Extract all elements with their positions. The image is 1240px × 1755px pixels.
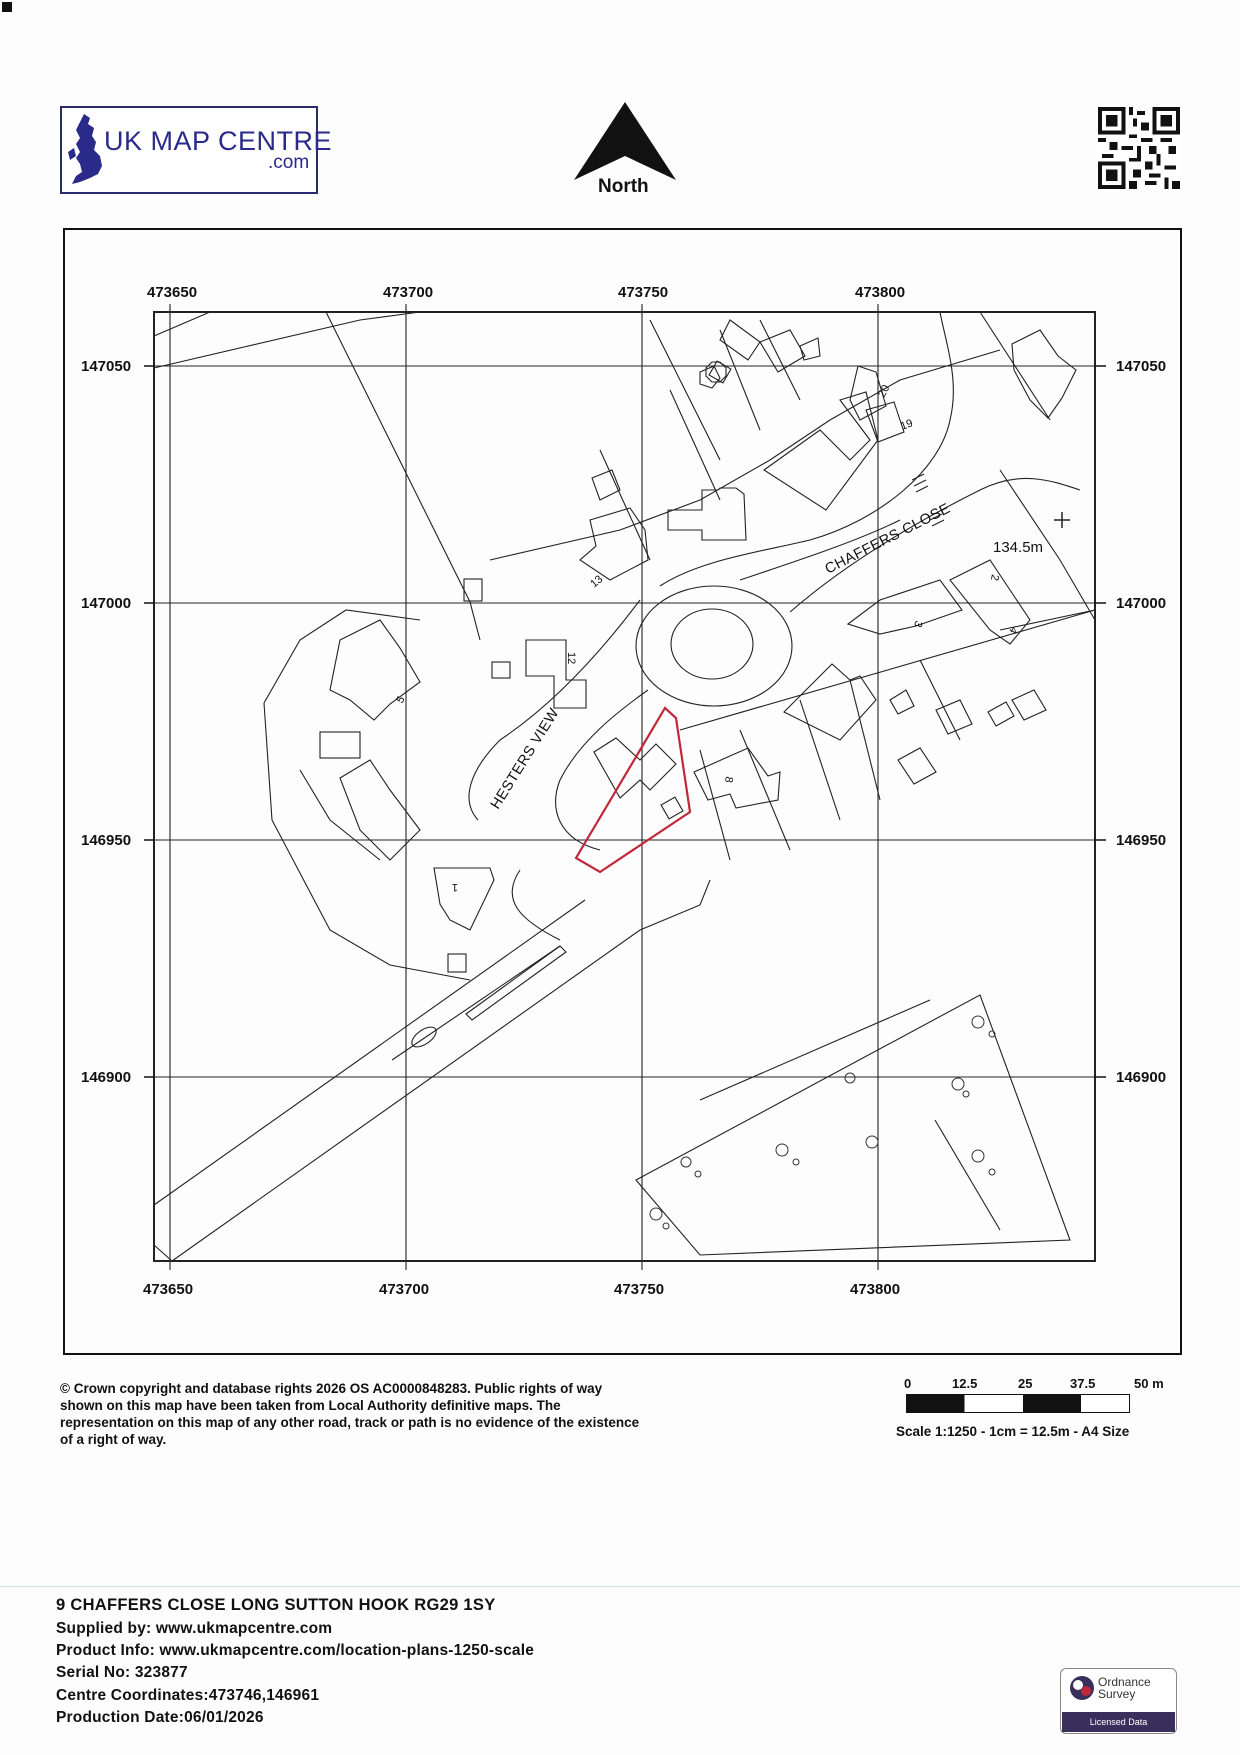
building bbox=[1012, 330, 1076, 418]
road-label-chaffers-close: CHAFFERS CLOSE bbox=[822, 500, 954, 578]
logo-title: UK MAP CENTRE bbox=[104, 126, 333, 156]
grid-label-left-y: 147050 bbox=[81, 358, 132, 375]
building bbox=[848, 580, 962, 634]
os-text bbox=[1098, 1676, 1151, 1700]
building bbox=[988, 702, 1014, 726]
road-edge-north bbox=[172, 880, 710, 1261]
road-edge-south bbox=[154, 900, 585, 1205]
building bbox=[1012, 690, 1046, 720]
house-number: 20 bbox=[876, 382, 893, 400]
building bbox=[594, 738, 676, 798]
building bbox=[320, 732, 360, 758]
divider bbox=[0, 1586, 1240, 1587]
svg-text:473800: 473800 bbox=[850, 1281, 901, 1298]
grid-label-top-x: 473650 bbox=[147, 284, 198, 301]
grid-label-bottom-x: 473650 bbox=[143, 1281, 194, 1298]
building bbox=[800, 338, 820, 360]
building bbox=[700, 366, 720, 388]
svg-text:147000: 147000 bbox=[81, 595, 132, 612]
ordnance-survey-logo-icon bbox=[1068, 1674, 1096, 1702]
house-number: 3 bbox=[911, 618, 925, 629]
svg-text:146950: 146950 bbox=[1116, 832, 1167, 849]
building bbox=[434, 868, 494, 930]
licensed-data-label: Licensed Data bbox=[1062, 1712, 1175, 1732]
building bbox=[580, 508, 648, 580]
svg-text:473800: 473800 bbox=[855, 284, 906, 301]
scale-label-0: 0 bbox=[904, 1376, 912, 1391]
building bbox=[709, 361, 731, 383]
building bbox=[694, 748, 780, 808]
logo-subtitle: .com bbox=[268, 152, 310, 173]
map-inner-border bbox=[154, 312, 1095, 1261]
site-boundary bbox=[576, 708, 690, 872]
os-line1: Ordnance bbox=[1098, 1675, 1151, 1689]
scale-label-12-5: 12.5 bbox=[952, 1376, 978, 1391]
svg-text:473750: 473750 bbox=[614, 1281, 665, 1298]
scale-label-50: 50 m bbox=[1134, 1376, 1164, 1391]
house-number: 8 bbox=[721, 775, 735, 784]
house-number: 19 bbox=[898, 417, 915, 433]
serial-number: Serial No: 323877 bbox=[56, 1664, 188, 1681]
scale-description: Scale 1:1250 - 1cm = 12.5m - A4 Size bbox=[896, 1424, 1130, 1439]
copyright-notice: © Crown copyright and database rights 2026 OS AC0000848283. Public rights of way shown on this map have been taken from Local Authority definitive maps. The representation on this map of any other road, track or path is no evidence of the existence of a right of way. bbox=[60, 1381, 640, 1447]
supplied-by: Supplied by: www.ukmapcentre.com bbox=[56, 1620, 333, 1637]
road-label-hesters-view: HESTERS VIEW bbox=[487, 705, 563, 813]
production-date: Production Date:06/01/2026 bbox=[56, 1709, 264, 1726]
svg-text:473700: 473700 bbox=[379, 1281, 430, 1298]
building bbox=[448, 954, 466, 972]
building bbox=[340, 760, 420, 860]
svg-text:473750: 473750 bbox=[618, 284, 669, 301]
product-info: Product Info: www.ukmapcentre.com/location-plans-1250-scale bbox=[56, 1642, 535, 1659]
building bbox=[890, 690, 914, 714]
house-number: 1 bbox=[451, 881, 458, 893]
svg-text:147000: 147000 bbox=[1116, 595, 1167, 612]
building bbox=[661, 797, 683, 819]
building bbox=[492, 662, 510, 678]
grid-label-right-y: 147050 bbox=[1116, 358, 1167, 375]
house-number: 5 bbox=[394, 694, 408, 706]
property-address: 9 CHAFFERS CLOSE LONG SUTTON HOOK RG29 1SY bbox=[56, 1596, 496, 1614]
spot-height-marker bbox=[1054, 512, 1070, 528]
house-number: 13 bbox=[588, 573, 606, 591]
svg-text:146900: 146900 bbox=[81, 1069, 132, 1086]
building bbox=[898, 748, 936, 784]
os-line2: Survey bbox=[1098, 1687, 1136, 1701]
svg-text:146900: 146900 bbox=[1116, 1069, 1167, 1086]
scale-label-25: 25 bbox=[1018, 1376, 1033, 1391]
building bbox=[764, 392, 878, 510]
house-number: 12 bbox=[565, 652, 577, 665]
house-number: 4 bbox=[1006, 624, 1020, 636]
svg-text:473700: 473700 bbox=[383, 284, 434, 301]
centre-coordinates: Centre Coordinates:473746,146961 bbox=[56, 1687, 320, 1704]
svg-text:146950: 146950 bbox=[81, 832, 132, 849]
scale-label-37-5: 37.5 bbox=[1070, 1376, 1096, 1391]
tree-symbols bbox=[650, 1016, 995, 1229]
building bbox=[720, 320, 760, 360]
north-label: North bbox=[598, 176, 649, 197]
scale-bar bbox=[906, 1394, 1130, 1414]
spot-height-label: 134.5m bbox=[993, 539, 1044, 556]
building bbox=[464, 579, 482, 601]
house-number: 2 bbox=[987, 573, 1001, 582]
